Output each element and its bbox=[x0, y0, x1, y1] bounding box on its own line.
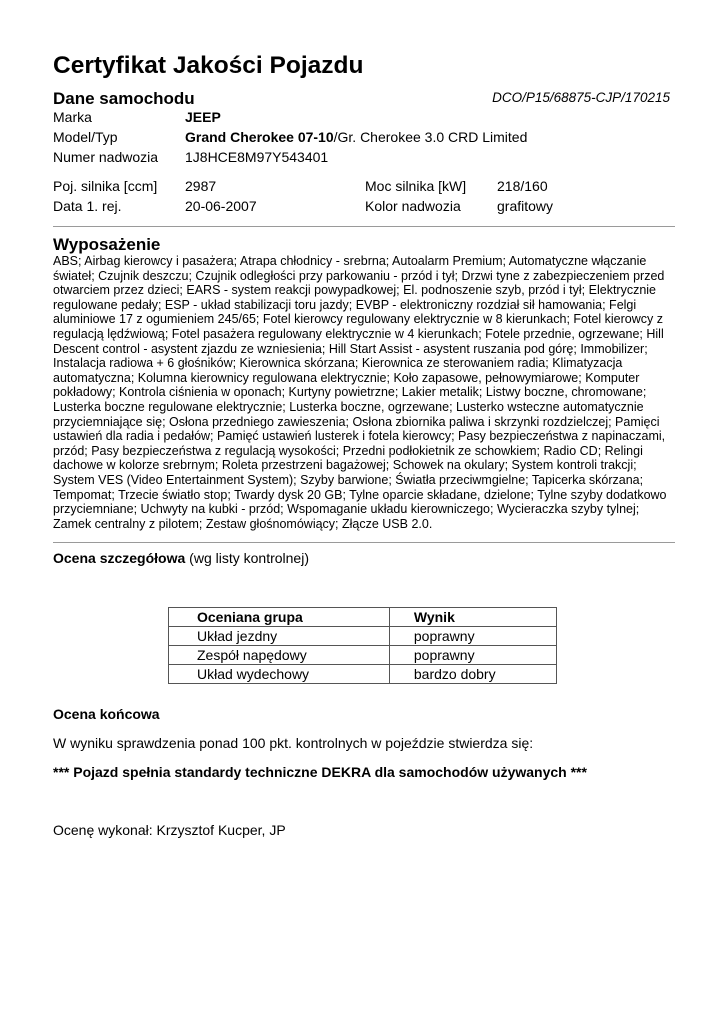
color-value: grafitowy bbox=[497, 198, 554, 214]
table-row bbox=[169, 665, 557, 684]
table-row bbox=[169, 646, 557, 665]
row-group: Układ jezdny bbox=[169, 627, 390, 646]
table-row bbox=[169, 627, 557, 646]
page-title: Certyfikat Jakości Pojazdu bbox=[53, 52, 364, 79]
model-label: Model/Typ bbox=[53, 129, 118, 145]
equipment-title: Wyposażenie bbox=[53, 235, 161, 254]
vin-value: 1J8HCE8M97Y543401 bbox=[185, 149, 329, 165]
make-value: JEEP bbox=[185, 109, 221, 125]
make-label: Marka bbox=[53, 109, 92, 125]
results-table bbox=[168, 607, 557, 684]
registration-label: Data 1. rej. bbox=[53, 198, 122, 214]
vin-label: Numer nadwozia bbox=[53, 149, 159, 165]
power-value: 218/160 bbox=[497, 178, 548, 194]
engine-label: Poj. silnika [ccm] bbox=[53, 178, 158, 194]
row-result: poprawny bbox=[389, 646, 556, 665]
row-group: Zespół napędowy bbox=[169, 646, 390, 665]
table-header-row bbox=[169, 608, 557, 627]
document-number: DCO/P15/68875-CJP/170215 bbox=[492, 90, 670, 105]
registration-value: 20-06-2007 bbox=[185, 198, 257, 214]
inspector-line: Ocenę wykonał: Krzysztof Kucper, JP bbox=[53, 822, 286, 838]
color-label: Kolor nadwozia bbox=[365, 198, 461, 214]
model-value-bold: Grand Cherokee 07-10 bbox=[185, 129, 334, 145]
header-result: Wynik bbox=[389, 608, 556, 627]
row-group: Układ wydechowy bbox=[169, 665, 390, 684]
power-label: Moc silnika [kW] bbox=[365, 178, 467, 194]
divider bbox=[53, 542, 675, 543]
row-result: bardzo dobry bbox=[389, 665, 556, 684]
final-title: Ocena końcowa bbox=[53, 706, 160, 722]
model-value-rest: /Gr. Cherokee 3.0 CRD Limited bbox=[333, 129, 528, 145]
evaluation-title-bold: Ocena szczegółowa bbox=[53, 550, 186, 566]
evaluation-title bbox=[53, 550, 309, 566]
final-verdict: *** Pojazd spełnia standardy techniczne DEKRA dla samochodów używanych *** bbox=[53, 764, 587, 780]
divider bbox=[53, 226, 675, 227]
final-text: W wyniku sprawdzenia ponad 100 pkt. kontrolnych w pojeździe stwierdza się: bbox=[53, 735, 534, 751]
header-group: Oceniana grupa bbox=[169, 608, 390, 627]
row-result: poprawny bbox=[389, 627, 556, 646]
car-section-title: Dane samochodu bbox=[53, 89, 195, 108]
evaluation-title-rest: (wg listy kontrolnej) bbox=[185, 550, 309, 566]
model-value bbox=[185, 129, 527, 145]
equipment-text: ABS; Airbag kierowcy i pasażera; Atrapa chłodnicy - srebrna; Autoalarm Premium; Automatyczne włączanie świateł; Czujnik deszczu; Czujnik odległości przy parkowaniu - przód i tył; Drzwi tyne z zabezpieczeniem przed otwarciem przez dzieci; EARS - system reakcji powypadkowej; El. podnoszenie szyb, przód i tył; Elektrycznie regulowane pedały; ESP - układ stabilizacji toru jazdy; EVBP - elektroniczny rozdział sił hamowania; Felgi aluminiowe 17 z ogumieniem 245/65; Fotel kierowcy regulowany elektrycznie w 8 kierunkach; Fotel kierowcy z regulacją lędźwiową; Fotel pasażera regulowany elektrycznie w 4 kierunkach; Fotele przednie, ogrzewane; Hill Descent control - asystent zjazdu ze wzniesienia; Hill Start Assist - asystent ruszania pod górę; Immobilizer; Instalacja radiowa + 6 głośników; Kierownica skórzana; Kierownica ze sterowaniem radia; Klimatyzacja automatyczna; Kolumna kierownicy regulowana elektrycznie; Koło zapasowe, pełnowymiarowe; Komputer pokładowy; Kontrola ciśnienia w oponach; Kurtyny powietrzne; Lakier metalik; Listwy boczne, chromowane; Lusterka boczne regulowane elektrycznie; Lusterka boczne, ogrzewane; Lusterko wsteczne automatycznie przyciemniające się; Osłona przedniego zawieszenia; Osłona zbiornika paliwa i skrzynki rozdzielczej; Pamięci ustawień dla radia i pedałów; Pamięć ustawień lusterek i fotela kierowcy; Pasy bezpieczeństwa z napinaczami, przód; Pasy bezpieczeństwa z regulacją wysokości; Przedni podłokietnik ze schowkiem; Radio CD; Relingi dachowe w kolorze srebrnym; Roleta przestrzeni bagażowej; Schowek na okulary; System kontroli trakcji; System VES (Video Entertainment System); Szyby barwione; Światła przeciwmgielne; Tapicerka skórzana; Tempomat; Trzecie światło stop; Twardy dysk 20 GB; Tylne oparcie składane, dzielone; Tylne szyby dodatkowo przyciemniane; Uchwyty na kubki - przód; Wspomaganie układu kierowniczego; Wycieraczka szyby tylnej; Zamek centralny z pilotem; Zestaw głośnomówiący; Złącze USB 2.0. bbox=[53, 254, 667, 531]
engine-value: 2987 bbox=[185, 178, 217, 194]
